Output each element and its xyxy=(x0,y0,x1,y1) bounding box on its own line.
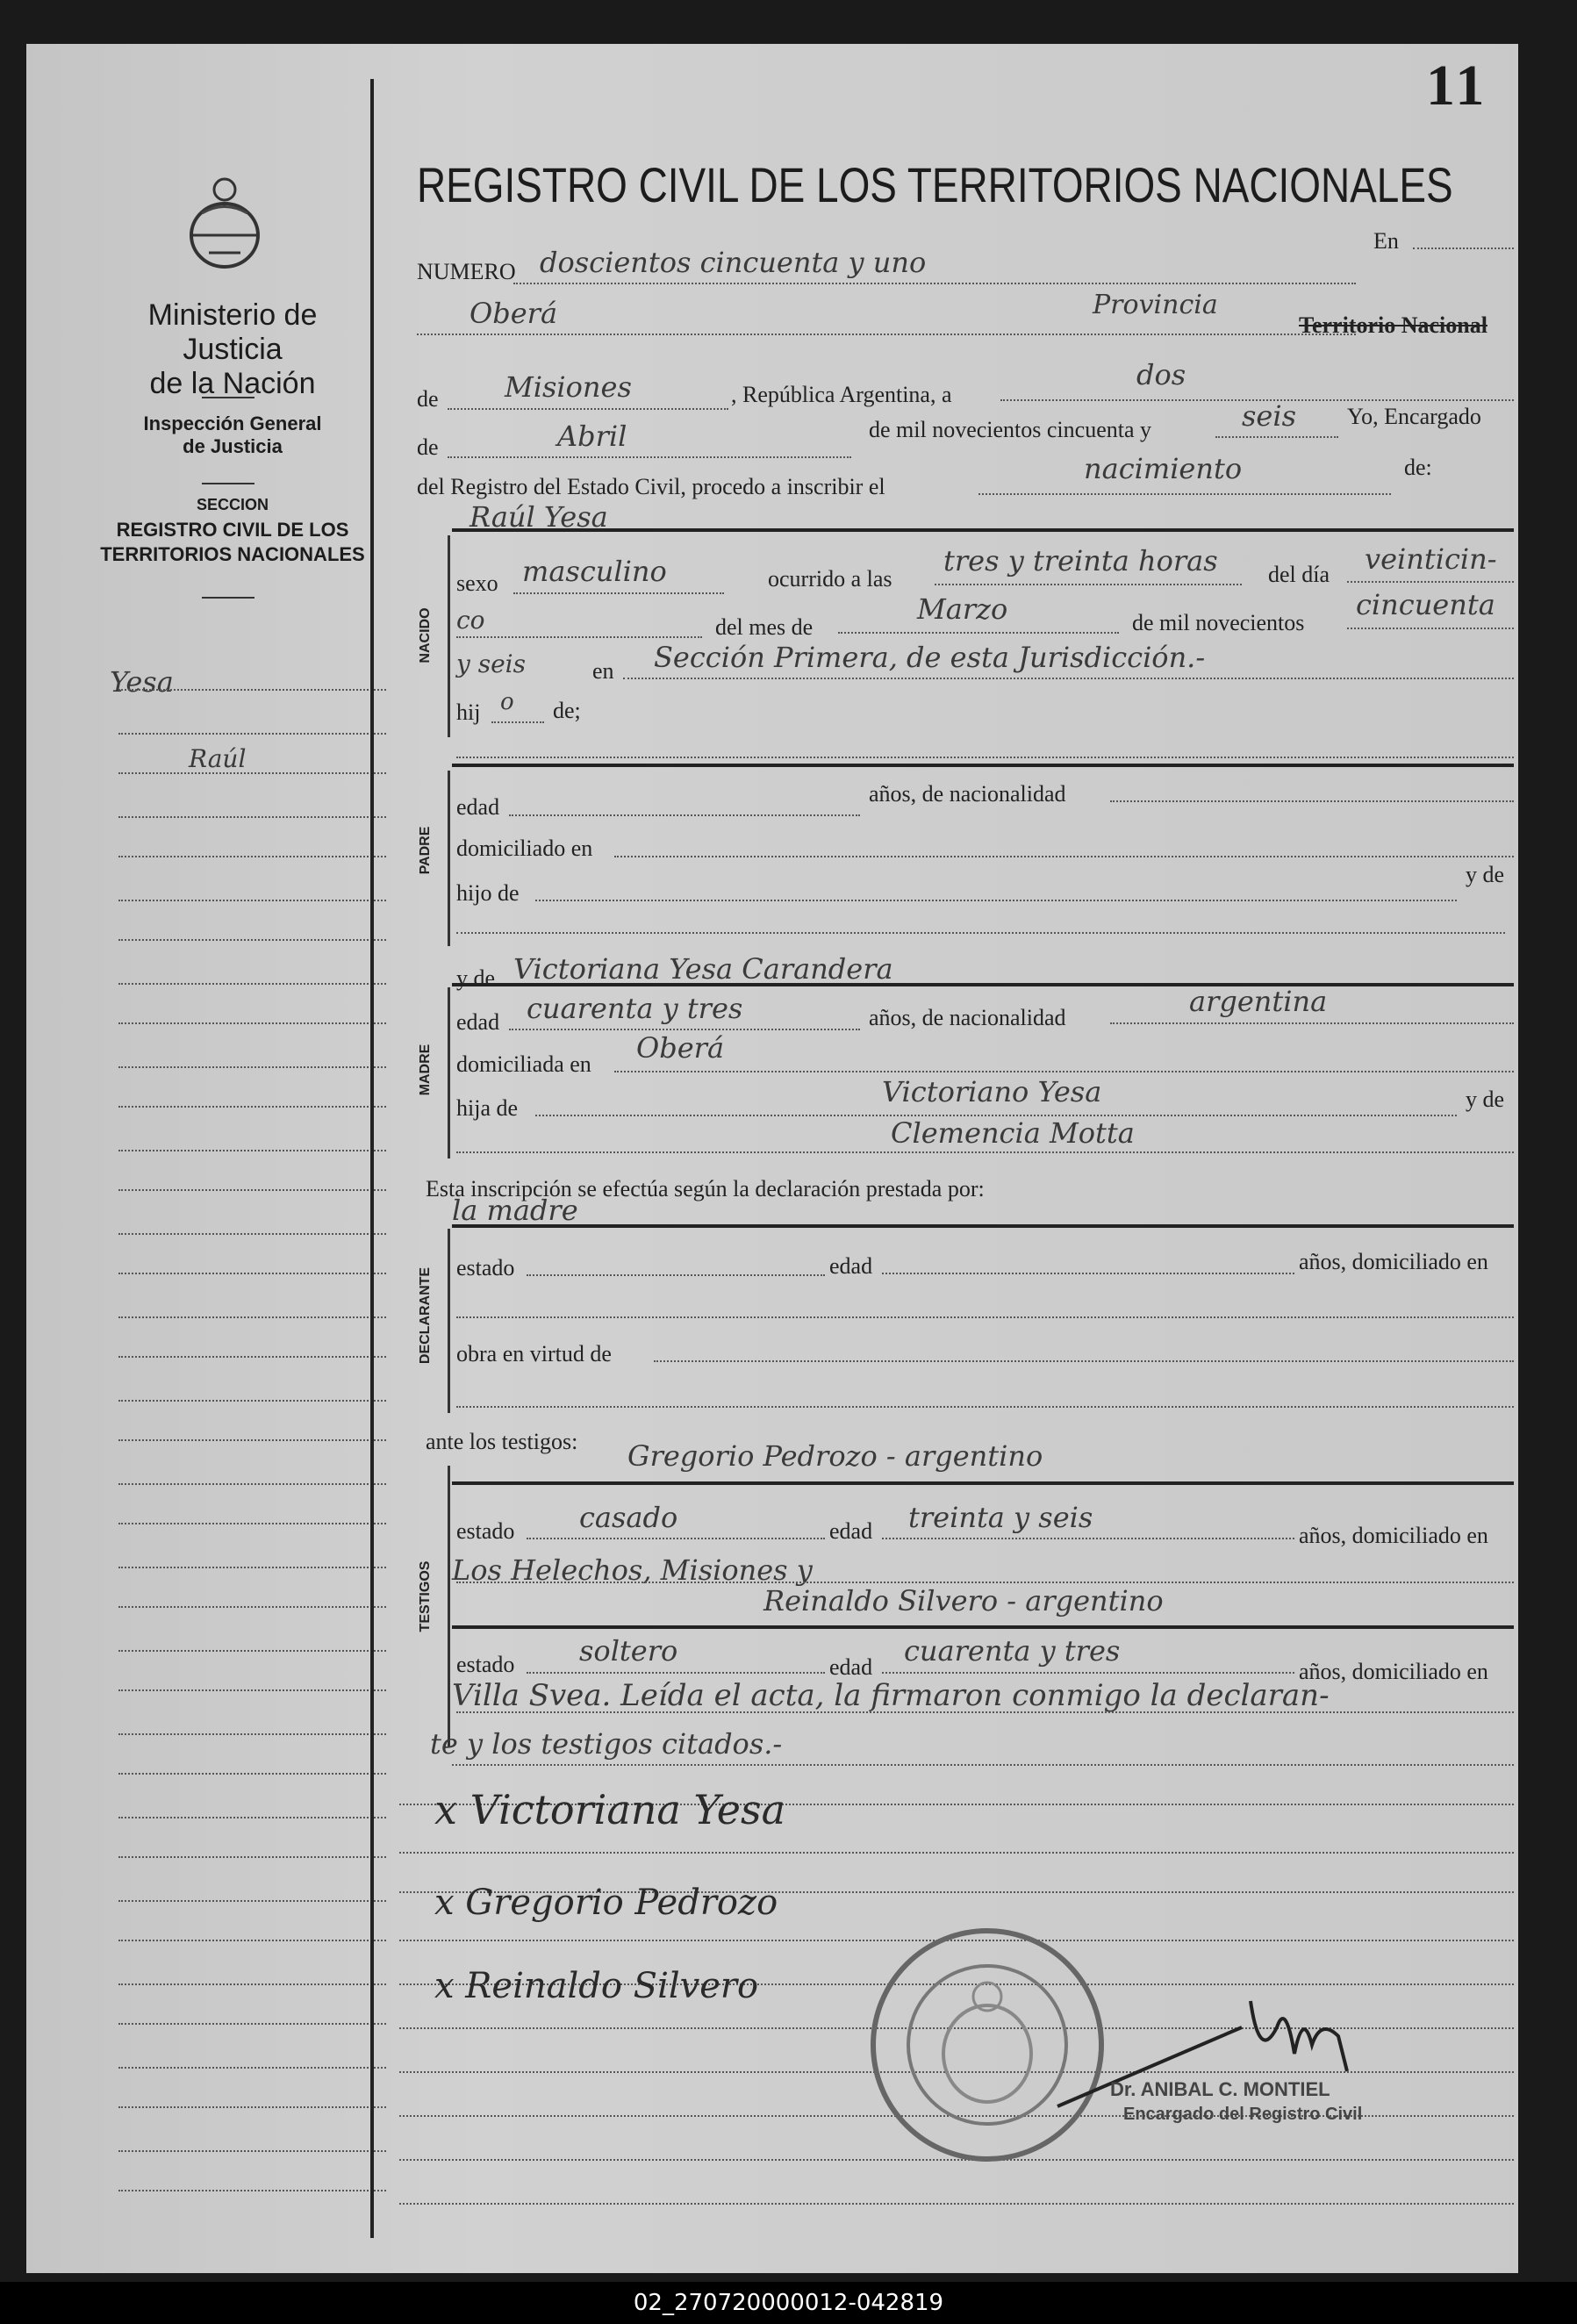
padre-domicilio-label: domiciliado en xyxy=(456,836,593,861)
madre-domicilio-label: domiciliada en xyxy=(456,1051,591,1077)
de-semicolon: de; xyxy=(553,698,581,723)
numero-value: doscientos cincuenta y uno xyxy=(540,246,927,279)
anio-value: cincuenta xyxy=(1356,588,1495,621)
ministry-line1: Ministerio de Justicia xyxy=(147,298,318,366)
madre-hija-de-label: hija de xyxy=(456,1095,519,1121)
madre-madre: Clemencia Motta xyxy=(891,1116,1135,1150)
t2-domicilio-cont: te y los testigos citados.- xyxy=(430,1727,783,1761)
document-page xyxy=(26,44,1518,2273)
image-id-footer: 02_270720000012-042819 xyxy=(0,2282,1577,2324)
signature-testigo2: x Reinaldo Silvero xyxy=(434,1966,759,2006)
mes-value: Marzo xyxy=(917,592,1008,626)
sexo-value: masculino xyxy=(522,555,667,588)
lugar-value: Sección Primera, de esta Jurisdicción.- xyxy=(654,641,1206,674)
declarante-side-label: DECLARANTE xyxy=(418,1266,433,1365)
declarante-domicilio-label: años, domiciliado en xyxy=(1299,1249,1488,1274)
t1-edad: treinta y seis xyxy=(908,1501,1093,1534)
en-text: en xyxy=(592,658,614,684)
t2-estado-label: estado xyxy=(456,1652,515,1677)
ante-testigos-text: ante los testigos: xyxy=(426,1429,578,1454)
testigos-side-label: TESTIGOS xyxy=(418,1560,433,1632)
divider-line xyxy=(202,483,254,484)
signature-testigo1: x Gregorio Pedrozo xyxy=(434,1883,778,1923)
page-number: 11 xyxy=(1426,54,1488,118)
testigo1-name: Gregorio Pedrozo - argentino xyxy=(627,1439,1043,1473)
act-value: nacimiento xyxy=(1084,452,1243,485)
madre-y-de-label: y de xyxy=(456,965,496,991)
padre-nacionalidad-label: años, de nacionalidad xyxy=(869,781,1066,807)
t2-edad: cuarenta y tres xyxy=(904,1634,1121,1668)
inspection-line2: de Justicia xyxy=(183,435,283,457)
madre-name: Victoriana Yesa Carandera xyxy=(513,952,893,986)
divider-line xyxy=(202,397,254,398)
t1-domicilio: Los Helechos, Misiones y xyxy=(452,1553,813,1587)
hij-value: o xyxy=(500,689,514,715)
margin-given-name: Raúl xyxy=(189,744,247,773)
margin-surname: Yesa xyxy=(110,665,174,699)
dia-value-cont: co xyxy=(456,606,485,635)
provincia-text: Provincia xyxy=(1093,290,1218,320)
territorio-struck: Territorio Nacional xyxy=(1299,312,1487,338)
madre-edad: cuarenta y tres xyxy=(527,992,743,1025)
hij-label: hij xyxy=(456,699,481,725)
declaracion-text: Esta inscripción se efectúa según la declaración prestada por: xyxy=(426,1176,985,1201)
ministry-line2: de la Nación xyxy=(149,367,316,400)
sexo-label: sexo xyxy=(456,570,498,596)
de-colon: de: xyxy=(1404,455,1432,480)
city-value: Oberá xyxy=(470,297,558,330)
del-dia-text: del día xyxy=(1268,562,1330,587)
dia-value: veinticin- xyxy=(1365,542,1497,576)
t1-domicilio-label: años, domiciliado en xyxy=(1299,1523,1488,1548)
obra-label: obra en virtud de xyxy=(456,1341,612,1366)
declarante-value: la madre xyxy=(452,1194,578,1227)
numero-label: NUMERO xyxy=(417,259,516,284)
inspection-line1: Inspección General xyxy=(143,412,322,434)
de-label: de xyxy=(417,386,439,412)
official-name: Dr. ANIBAL C. MONTIEL xyxy=(1110,2078,1330,2100)
main-form xyxy=(382,44,1514,2273)
de-mil-text: de mil novecientos xyxy=(1132,610,1305,635)
yo-text: Yo, Encargado xyxy=(1347,404,1481,429)
registro-text: del Registro del Estado Civil, procedo a inscribir el xyxy=(417,474,885,499)
nacido-side-label: NACIDO xyxy=(418,607,433,663)
en-label: En xyxy=(1373,228,1399,254)
column-divider xyxy=(370,79,374,2238)
padre-side-label: PADRE xyxy=(418,826,433,875)
t1-estado: casado xyxy=(579,1501,678,1534)
divider-line xyxy=(202,597,254,599)
testigo2-name: Reinaldo Silvero - argentino xyxy=(763,1584,1164,1617)
padre-edad-label: edad xyxy=(456,794,500,820)
t2-edad-label: edad xyxy=(829,1654,873,1680)
ocurrido-text: ocurrido a las xyxy=(768,566,892,592)
year-text: de mil novecientos cincuenta y xyxy=(869,417,1152,442)
madre-nacionalidad-label: años, de nacionalidad xyxy=(869,1005,1066,1030)
madre-padre: Victoriano Yesa xyxy=(882,1075,1102,1108)
child-name: Raúl Yesa xyxy=(470,500,608,534)
t2-estado: soltero xyxy=(579,1634,678,1668)
madre-edad-label: edad xyxy=(456,1009,500,1035)
anio-value-cont: y seis xyxy=(456,649,526,678)
padre-y-de-label: y de xyxy=(1466,862,1505,887)
del-mes-text: del mes de xyxy=(715,614,814,640)
t2-domicilio: Villa Svea. Leída el acta, la firmaron conmigo la declaran- xyxy=(452,1678,1330,1713)
section-name-line2: TERRITORIOS NACIONALES xyxy=(100,543,365,565)
coat-of-arms-icon xyxy=(184,174,265,272)
day-value: dos xyxy=(1136,358,1186,391)
de2-label: de xyxy=(417,434,439,460)
section-label: SECCION xyxy=(196,496,269,513)
t1-edad-label: edad xyxy=(829,1518,873,1544)
left-margin-column xyxy=(26,44,370,2273)
province-value: Misiones xyxy=(505,370,632,404)
madre-side-label: MADRE xyxy=(418,1044,433,1096)
signature-declarante: x Victoriana Yesa xyxy=(434,1786,786,1833)
declarante-edad-label: edad xyxy=(829,1253,873,1279)
page-title: REGISTRO CIVIL DE LOS TERRITORIOS NACIONALES xyxy=(417,157,1453,212)
t1-estado-label: estado xyxy=(456,1518,515,1544)
padre-hijo-de-label: hijo de xyxy=(456,880,520,906)
madre-y-de-label2: y de xyxy=(1466,1087,1505,1112)
section-name-line1: REGISTRO CIVIL DE LOS xyxy=(116,519,349,541)
madre-domicilio: Oberá xyxy=(636,1031,725,1065)
t2-domicilio-label: años, domiciliado en xyxy=(1299,1659,1488,1684)
declarante-estado-label: estado xyxy=(456,1255,515,1280)
official-role: Encargado del Registro Civil xyxy=(1123,2105,1363,2124)
madre-nacionalidad: argentina xyxy=(1189,985,1328,1018)
hour-value: tres y treinta horas xyxy=(943,544,1218,577)
month-value: Abril xyxy=(557,420,627,453)
republica-text: , República Argentina, a xyxy=(731,382,952,407)
year-value: seis xyxy=(1242,399,1297,433)
